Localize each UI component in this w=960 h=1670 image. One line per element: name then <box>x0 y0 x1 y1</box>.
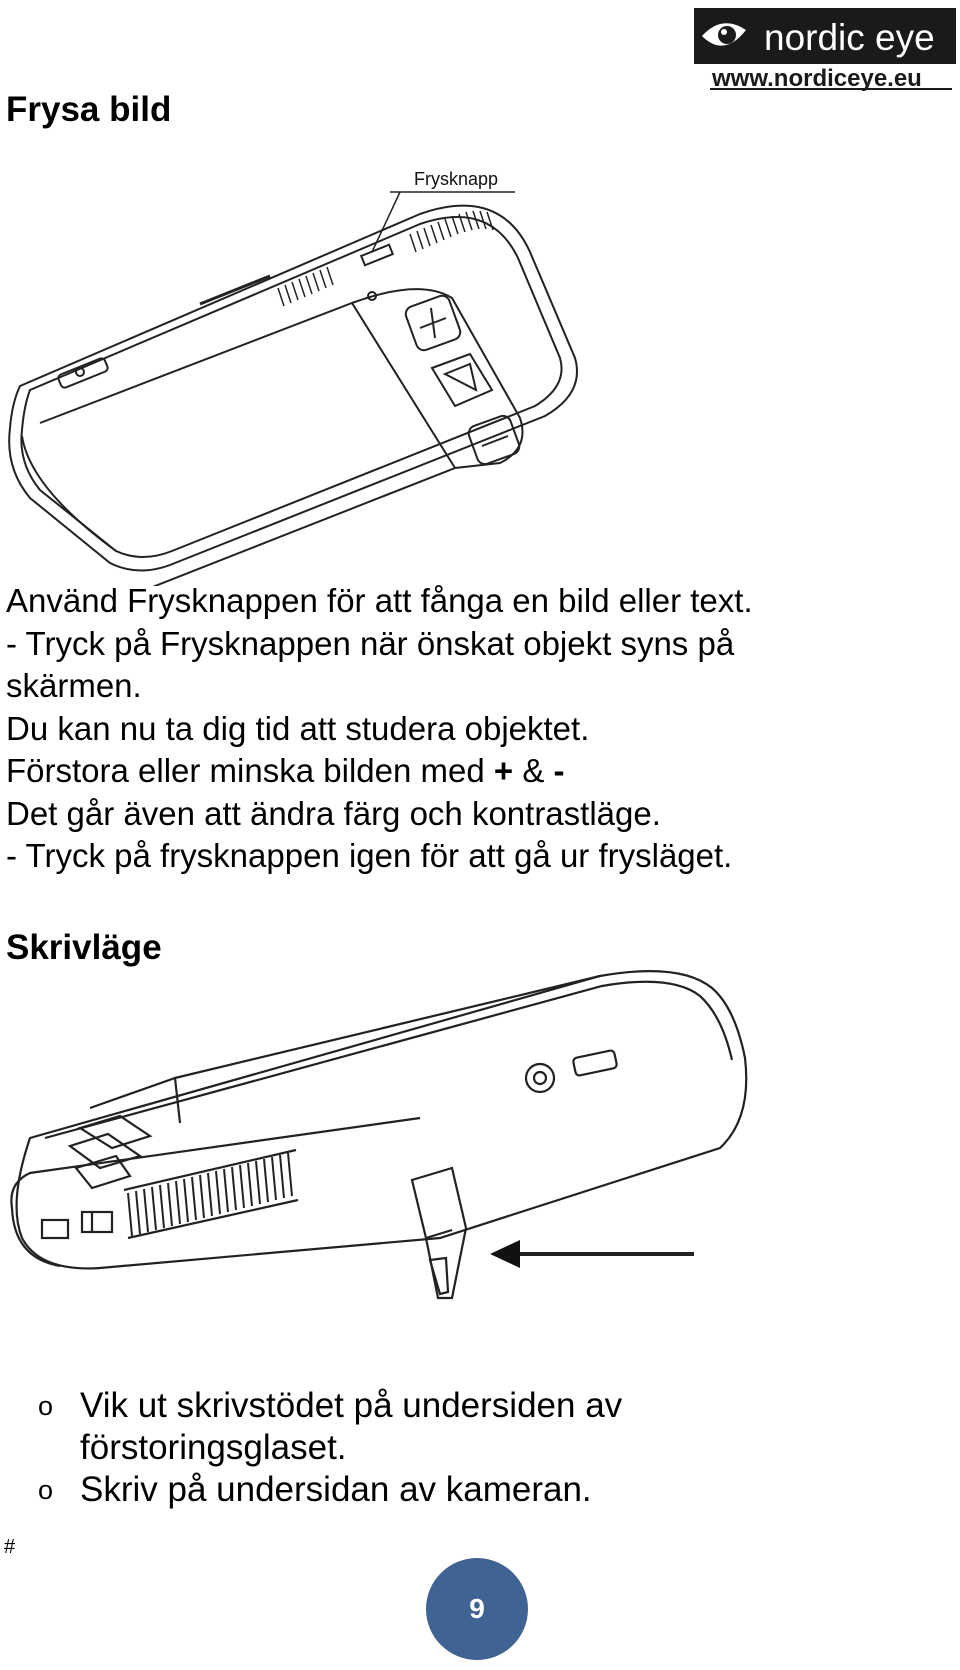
arrow-head-icon <box>490 1240 520 1268</box>
bullet-line: förstoringsglaset. <box>80 1428 347 1467</box>
section-title-freeze: Frysa bild <box>6 90 172 129</box>
list-item <box>38 1385 938 1469</box>
instruction-line-zoom <box>6 750 946 793</box>
logo-url: www.nordiceye.eu <box>712 65 922 92</box>
instruction-line: - Tryck på Frysknappen när önskat objekt syns på <box>6 624 735 662</box>
writing-mode-bullets <box>38 1385 938 1511</box>
section-title-writing-mode: Skrivläge <box>6 928 162 967</box>
page-number-badge <box>426 1558 528 1660</box>
page-number: 9 <box>469 1593 485 1624</box>
freeze-button-callout: Frysknapp <box>414 169 499 189</box>
bullet-marker: o <box>38 1475 54 1505</box>
list-item <box>38 1469 938 1511</box>
instruction-line: - Tryck på frysknappen igen för att gå ur frysläget. <box>6 837 733 874</box>
device-top-illustration <box>0 168 600 586</box>
instruction-line: skärmen. <box>6 667 142 704</box>
logo-wordmark: nordic eye <box>764 17 935 58</box>
bullet-line: Vik ut skrivstödet på undersiden av <box>80 1386 623 1425</box>
plus-symbol: + <box>493 752 514 789</box>
device-writing-stand-illustration <box>0 968 800 1328</box>
ampersand: & <box>513 752 554 789</box>
nordic-eye-logo <box>694 8 956 92</box>
bullet-line: Skriv på undersidan av kameran. <box>80 1470 592 1509</box>
instruction-line: Använd Frysknappen för att fånga en bild eller text. <box>6 582 753 619</box>
bullet-marker: o <box>38 1391 54 1421</box>
freeze-instructions <box>6 580 946 878</box>
instruction-line: Du kan nu ta dig tid att studera objektet. <box>6 709 590 747</box>
zoom-text: Förstora eller minska bilden med <box>6 752 494 789</box>
minus-symbol: - <box>553 752 565 789</box>
instruction-line: Det går även att ändra färg och kontrastläge. <box>6 794 661 832</box>
footer-hash: # <box>4 1536 16 1558</box>
